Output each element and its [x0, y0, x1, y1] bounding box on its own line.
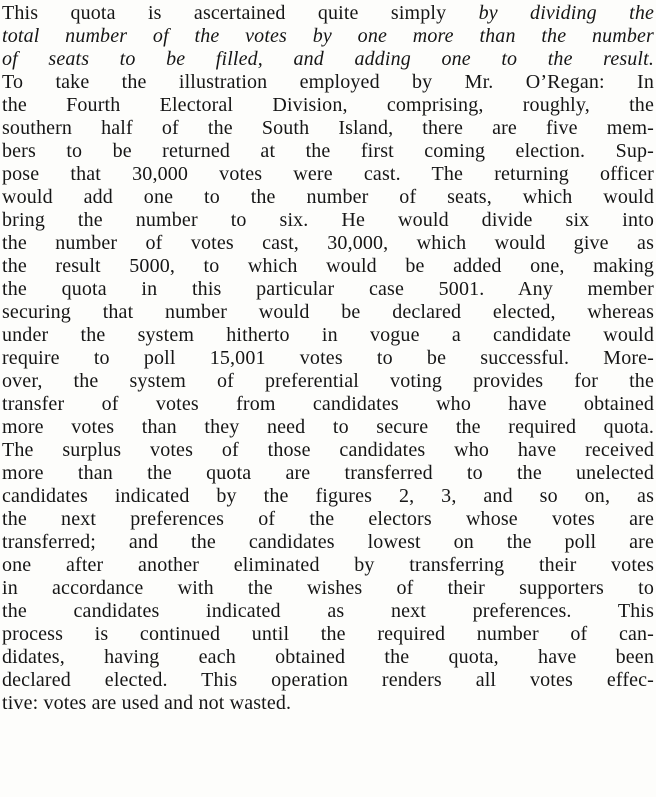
text-line — [2, 554, 654, 577]
text-line — [2, 416, 654, 439]
text-segment: securing that number would be declared elected, whereas — [2, 301, 654, 323]
article-paragraph — [2, 2, 654, 715]
text-line — [2, 186, 654, 209]
text-segment: To take the illustration employed by Mr. O’Regan: In — [2, 71, 654, 93]
text-segment: transfer of votes from candidates who have obtained — [2, 393, 654, 415]
text-line — [2, 692, 654, 715]
text-segment: over, the system of preferential voting provides for the — [2, 370, 654, 392]
text-segment: require to poll 15,001 votes to be successful. More- — [2, 347, 654, 369]
text-segment: under the system hitherto in vogue a candidate would — [2, 324, 654, 346]
italic-text-segment: total number of the votes by one more than the number — [2, 25, 654, 47]
text-segment: declared elected. This operation renders all votes effec- — [2, 669, 654, 691]
text-line — [2, 94, 654, 117]
text-line — [2, 140, 654, 163]
text-segment: the next preferences of the electors whose votes are — [2, 508, 654, 530]
italic-text-segment: of seats to be filled, and adding one to the result. — [2, 48, 654, 70]
text-line — [2, 209, 654, 232]
text-line — [2, 393, 654, 416]
text-line — [2, 508, 654, 531]
text-segment: didates, having each obtained the quota, have been — [2, 646, 654, 668]
text-line — [2, 439, 654, 462]
text-segment: the result 5000, to which would be added one, making — [2, 255, 654, 277]
text-segment: in accordance with the wishes of their supporters to — [2, 577, 654, 599]
text-line — [2, 163, 654, 186]
text-segment: tive: votes are used and not wasted. — [2, 692, 292, 714]
text-line — [2, 117, 654, 140]
text-line — [2, 485, 654, 508]
text-segment: one after another eliminated by transferring their votes — [2, 554, 654, 576]
text-segment: transferred; and the candidates lowest on the poll are — [2, 531, 654, 553]
text-segment: candidates indicated by the figures 2, 3, and so on, as — [2, 485, 654, 507]
italic-text-segment: by dividing the — [478, 2, 654, 24]
text-line — [2, 255, 654, 278]
text-segment: This quota is ascertained quite simply — [2, 2, 479, 24]
text-line — [2, 347, 654, 370]
text-segment: bring the number to six. He would divide six into — [2, 209, 654, 231]
text-line — [2, 646, 654, 669]
text-line — [2, 278, 654, 301]
text-segment: the quota in this particular case 5001. Any member — [2, 278, 654, 300]
text-segment: the Fourth Electoral Division, comprising, roughly, the — [2, 94, 654, 116]
text-line — [2, 71, 654, 94]
text-line — [2, 600, 654, 623]
text-segment: would add one to the number of seats, which would — [2, 186, 654, 208]
text-line — [2, 462, 654, 485]
text-segment: southern half of the South Island, there are five mem- — [2, 117, 654, 139]
text-line — [2, 669, 654, 692]
text-segment: more than the quota are transferred to the unelected — [2, 462, 654, 484]
text-segment: the candidates indicated as next preferences. This — [2, 600, 654, 622]
text-segment: process is continued until the required number of can- — [2, 623, 654, 645]
text-line — [2, 301, 654, 324]
text-line — [2, 232, 654, 255]
text-line — [2, 324, 654, 347]
text-segment: pose that 30,000 votes were cast. The returning officer — [2, 163, 654, 185]
text-line — [2, 531, 654, 554]
text-line — [2, 577, 654, 600]
text-segment: bers to be returned at the first coming election. Sup- — [2, 140, 654, 162]
text-line — [2, 623, 654, 646]
text-line — [2, 2, 654, 25]
text-segment: The surplus votes of those candidates who have received — [2, 439, 654, 461]
text-segment: the number of votes cast, 30,000, which would give as — [2, 232, 654, 254]
text-line — [2, 48, 654, 71]
text-segment: more votes than they need to secure the required quota. — [2, 416, 654, 438]
text-line — [2, 25, 654, 48]
text-line — [2, 370, 654, 393]
